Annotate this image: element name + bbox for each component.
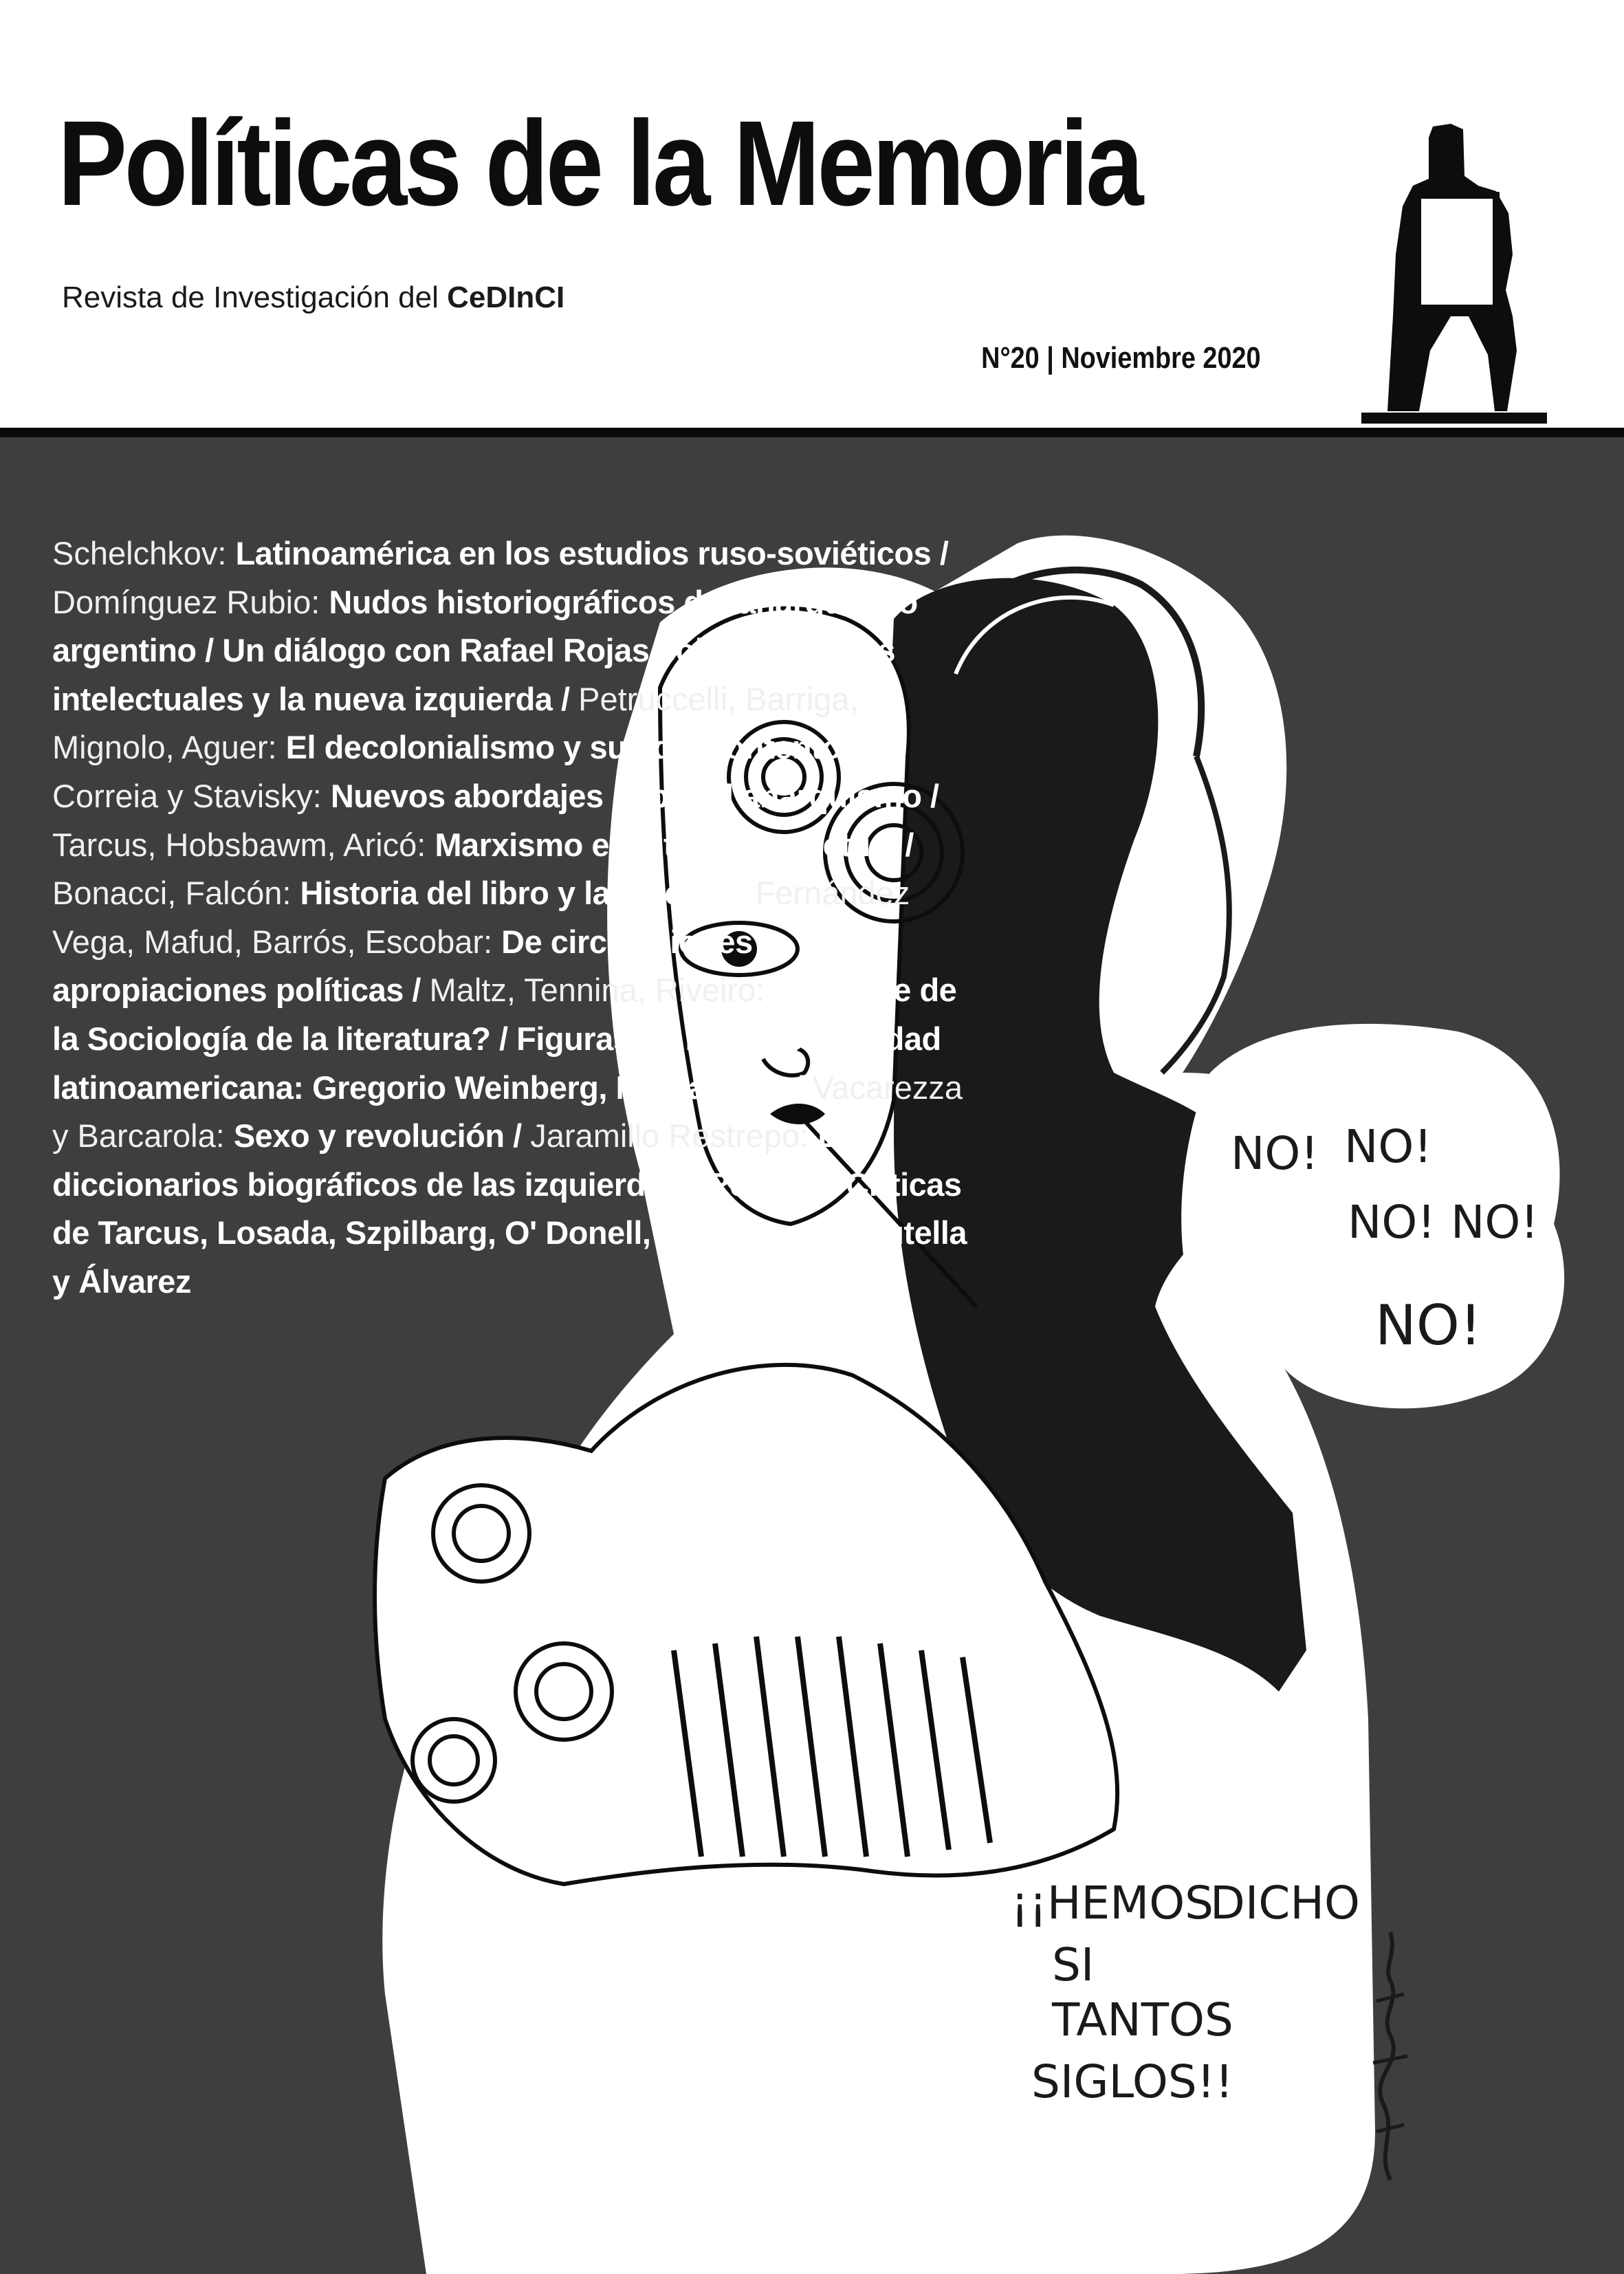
slogan-word-1: ¡¡HEMOS bbox=[1011, 1877, 1214, 1929]
artist-signature bbox=[1349, 1925, 1431, 2187]
toc-author: Petruccelli, Barriga, Mignolo, Aguer: bbox=[52, 680, 859, 766]
slogan-word-3: SI bbox=[1052, 1938, 1095, 1991]
bubble-word-3: NO! bbox=[1348, 1196, 1436, 1249]
bubble-word-1: NO! bbox=[1231, 1127, 1319, 1180]
table-of-contents bbox=[52, 529, 967, 1307]
subtitle-org: CeDInCI bbox=[447, 281, 565, 314]
standing-figure-logo-icon bbox=[1348, 110, 1554, 433]
slogan-word-5: SIGLOS!! bbox=[1031, 2055, 1233, 2108]
toc-author: Vacarezza y Barcarola: bbox=[52, 1069, 963, 1155]
toc-title: Sexo y revolución / bbox=[233, 1117, 531, 1155]
toc-author: Correia y Stavisky: bbox=[52, 777, 331, 814]
subtitle-prefix: Revista de Investigación del bbox=[62, 281, 448, 314]
toc-title: Nudos historiográficos del anarquismo argentino / Un diálogo con Rafael Rojas sobre Cuba, los intelectuales y la nueva izquierda / bbox=[52, 583, 918, 717]
issue-number: N°20 | Noviembre 2020 bbox=[981, 341, 1261, 375]
bubble-word-2: NO! bbox=[1344, 1120, 1432, 1173]
slogan-word-2: DICHO bbox=[1210, 1877, 1360, 1929]
toc-author: Tarcus, Hobsbawm, Aricó: bbox=[52, 826, 435, 863]
toc-title: Latinoamérica en los estudios ruso-soviéticos / bbox=[235, 535, 949, 571]
toc-author: Domínguez Rubio: bbox=[52, 583, 329, 620]
toc-author: Schelchkov: bbox=[52, 535, 236, 571]
bubble-word-5: NO! bbox=[1375, 1293, 1482, 1357]
magazine-title: Políticas de la Memoria bbox=[58, 96, 1141, 231]
slogan-word-4: TANTOS bbox=[1052, 1993, 1233, 2046]
toc-author: Jaramillo Restrepo: bbox=[530, 1117, 818, 1155]
toc-title: Los diccionarios biográficos de las izquierdas / Reseñas Críticas de Tarcus, Losada, Szpilbarg, O' Donell, Celentano, Minutella y Álvarez bbox=[52, 1117, 967, 1300]
toc-author: Maltz, Tennina, Riveiro: bbox=[429, 972, 774, 1009]
toc-title: ¿Qué fue de la Sociología de la literatura? / Figuras de la intelectualidad latinoamericana: Gregorio Weinberg, Melgar Bao / bbox=[52, 972, 957, 1106]
toc-author: Bonacci, Falcón: bbox=[52, 875, 300, 912]
toc-title: Nuevos abordajes sobre el anarquismo / bbox=[330, 777, 939, 814]
toc-title: Marxismo e historia intelectual / bbox=[435, 826, 914, 863]
toc-author: Fernández Vega, Mafud, Barrós, Escobar: bbox=[52, 875, 910, 960]
header-rule bbox=[0, 428, 1624, 437]
magazine-subtitle bbox=[62, 281, 564, 315]
toc-title: Historia del libro y la edición / bbox=[300, 875, 756, 912]
toc-title: De circulaciones y apropiaciones políticas / bbox=[52, 923, 779, 1009]
header bbox=[0, 0, 1624, 432]
toc-title: El decolonialismo y sus descontentos / bbox=[285, 729, 877, 766]
bubble-word-4: NO! bbox=[1451, 1196, 1539, 1249]
